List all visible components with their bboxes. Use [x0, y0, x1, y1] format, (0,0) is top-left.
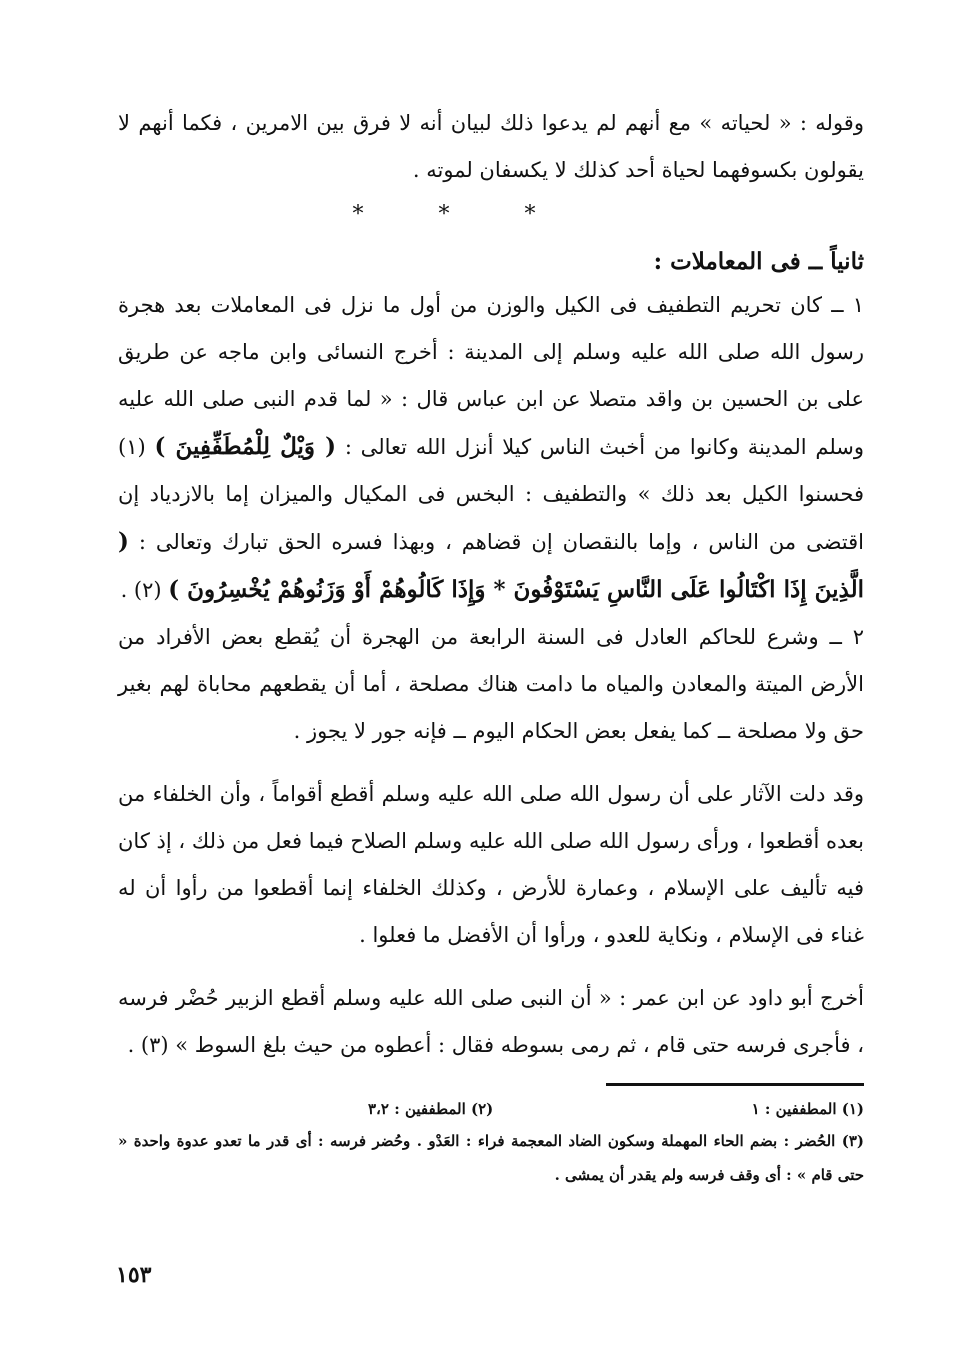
- quran-verse-2: ( الَّذِينَ إِذَا اكْتَالُوا عَلَى النَّاسِ يَسْتَوْفُونَ * وَإِذَا كَالُوهُمْ أَوْ وَزَنُوهُمْ يُخْسِرُونَ ): [118, 528, 864, 603]
- footnote-1: (١) المطففين : ١: [751, 1100, 864, 1118]
- footnote-2: (٢) المطففين : ٣،٢: [368, 1100, 494, 1118]
- quran-verse-1: ( وَيْلٌ لِلْمُطَفِّفِينَ ): [154, 433, 337, 460]
- intro-paragraph: وقوله : « لحياته » مع أنهم لم يدعوا ذلك لبيان أنه لا فرق بين الامرين ، فكما أنهم لا يقولون بكسوفهما لحياة أحد كذلك لا يكسفان لموته .: [118, 111, 864, 182]
- section-separator: * * *: [352, 202, 570, 227]
- footnote-rule: [606, 1083, 864, 1086]
- page-number: ١٥٣: [116, 1262, 152, 1288]
- spacer: [118, 959, 864, 975]
- item-1-paragraph: [118, 282, 864, 614]
- paragraph-3: وقد دلت الآثار على أن رسول الله صلى الله عليه وسلم أقطع أقواماً ، وأن الخلفاء من بعده أقطعوا ، ورأى رسول الله صلى الله عليه وسلم الصلاح فيما فعل من ذلك ، إذ كان فيه تأليف على الإسلام ، وعمارة للأرض ، وكذلك الخلفاء إنما أقطعوا من رأوا أن له غناء فى الإسلام ، ونكاية للعدو ، ورأوا أن الأفضل ما فعلوا .: [118, 782, 864, 947]
- paragraph-4: أخرج أبو داود عن ابن عمر : « أن النبى صلى الله عليه وسلم أقطع الزبير حُضْر فرسه ، فأجرى فرسه حتى قام ، ثم رمى بسوطه فقال : أعطوه من حيث بلغ السوط » (٣) .: [118, 986, 864, 1057]
- item-2-paragraph: ٢ ــ وشرع للحاكم العادل فى السنة الرابعة من الهجرة أن يُقطع بعض الأفراد من الأرض الميتة والمعادن والمياه ما دامت هناك مصلحة ، أما أن يقطعهم محاباة لهم بغير حق ولا مصلحة ــ كما يفعل بعض الحكام اليوم ــ فإنه جور لا يجوز .: [118, 625, 864, 743]
- section-heading: ثانياً ــ فى المعاملات :: [653, 248, 864, 275]
- item-1-continuation: (١) فحسنوا الكيل بعد ذلك » والتطفيف : البخس فى المكيال والميزان إما بالازدياد إن اقتضى من الناس ، وإما بالنقصان إن قضاهم ، وبهذا فسره الحق تبارك وتعالى :: [118, 435, 864, 554]
- spacer: [118, 1069, 864, 1079]
- item-1-text: ١ ــ كان تحريم التطفيف فى الكيل والوزن من أول ما نزل فى المعاملات بعد هجرة رسول الله صلى الله عليه وسلم إلى المدينة : أخرج النسائى وابن ماجه عن طريق على بن الحسين بن واقد متصلا عن ابن عباس قال : « لما قدم النبى صلى الله عليه وسلم المدينة وكانوا من أخبث الناس كيلا أنزل الله تعالى :: [118, 293, 865, 459]
- page-body: [118, 100, 864, 1192]
- spacer: [118, 755, 864, 771]
- footnote-row: [118, 1094, 864, 1124]
- footnote-ref-2: (٢) .: [120, 578, 162, 602]
- footnote-3: (٣) الحُضر : بضم الحاء المهملة وسكون الضاد المعجمة فراء : العَدْو . وحُضر فرسه : أى قدر ما تعدو عدوة واحدة « حتى قام » : أى وقف فرسه ولم يقدر أن يمشى .: [118, 1132, 864, 1184]
